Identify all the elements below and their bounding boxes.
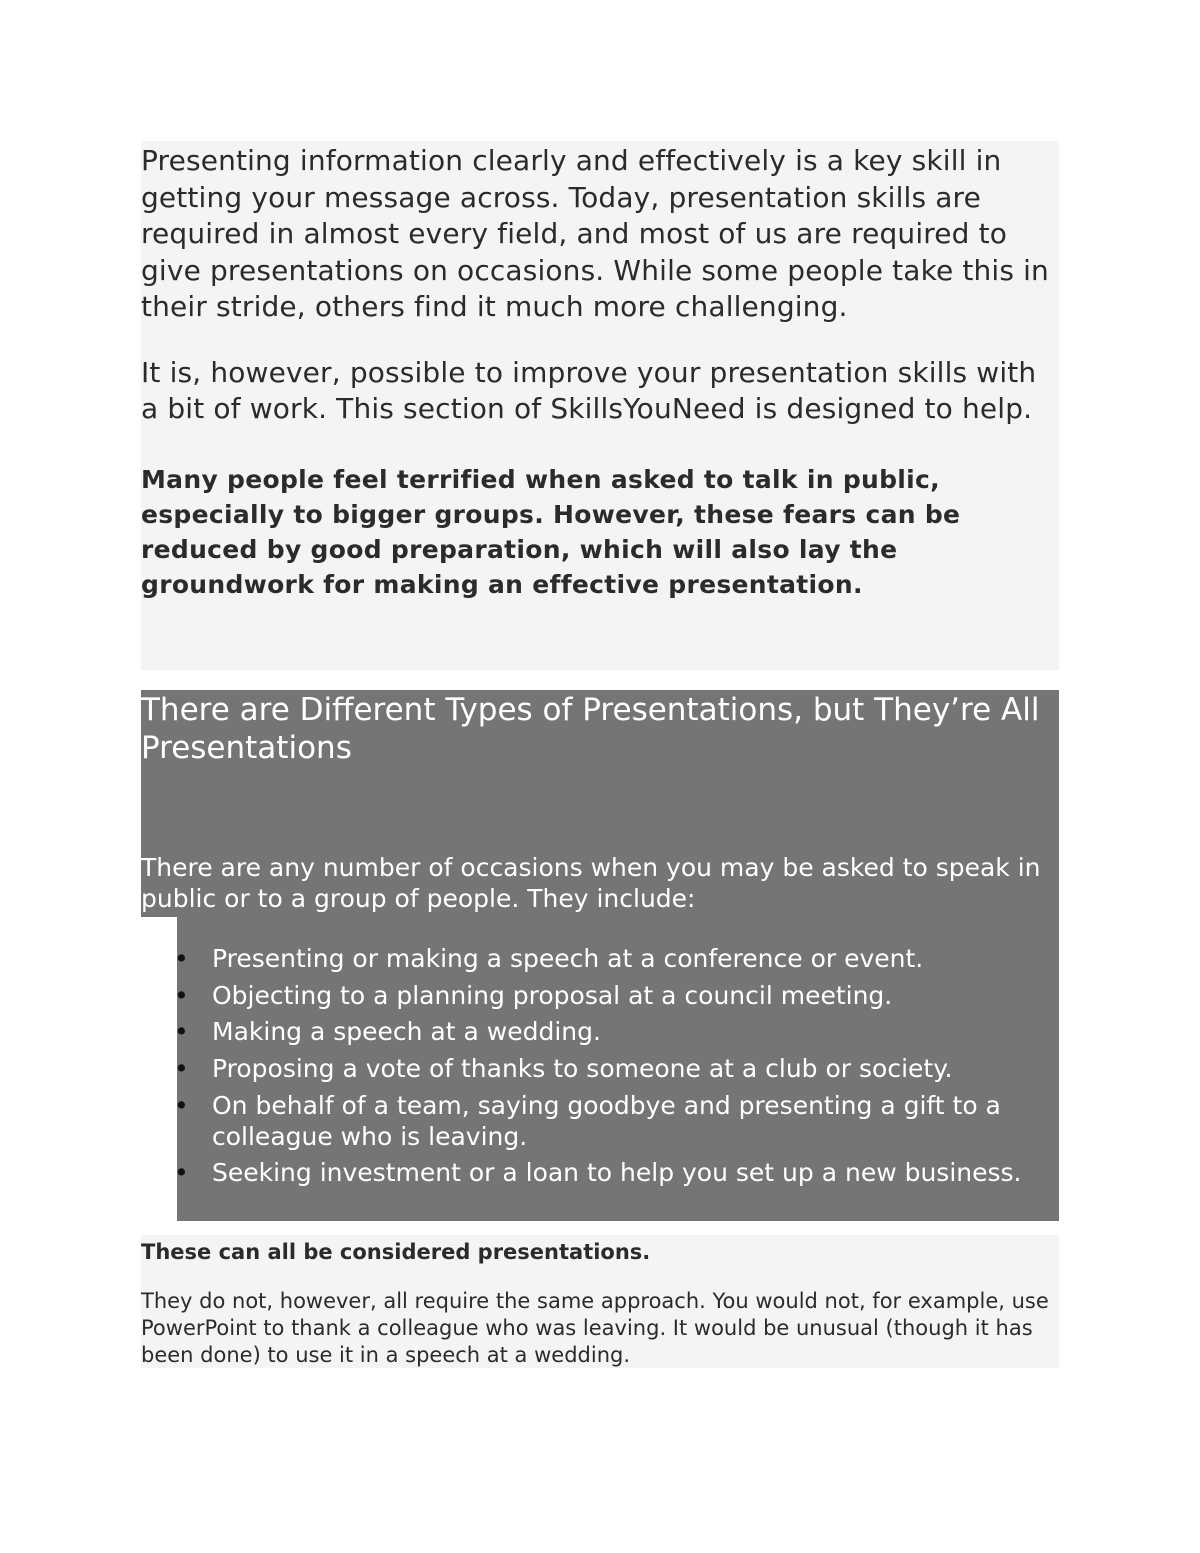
bullet-icon: • — [174, 1158, 189, 1188]
list-item — [174, 943, 1059, 974]
intro-paragraph-bold: Many people feel terrified when asked to talk in public, especially to bigger groups. However, these fears can be reduced by good preparation, which will also lay the groundwork for making an effective presentation. — [141, 464, 961, 600]
intro-paragraph-2: It is, however, possible to improve your presentation skills with a bit of work. This section of SkillsYouNeed is designed to help. — [141, 355, 1037, 425]
closing-section — [141, 1235, 1059, 1368]
presentation-types-list — [174, 917, 1059, 1188]
list-item — [174, 1053, 1059, 1084]
list-item — [174, 1016, 1059, 1047]
list-item-text: Objecting to a planning proposal at a council meeting. — [212, 980, 893, 1010]
bullet-icon: • — [174, 944, 189, 973]
types-list-section — [174, 917, 1059, 1221]
list-item-text: Presenting or making a speech at a conference or event. — [212, 944, 924, 973]
intro-section — [141, 141, 1059, 670]
intro-paragraph-1: Presenting information clearly and effectively is a key skill in getting your message across. Today, presentation skills are required in almost every field, and most of us are required to give presentations on occasions. While some people take this in their stride, others find it much more challenging. — [141, 144, 1049, 323]
closing-paragraph: They do not, however, all require the same approach. You would not, for example, use PowerPoint to thank a colleague who was leaving. It would be unusual (though it has been done) to use it in a speech at a wedding. — [141, 1289, 1049, 1367]
bullet-icon: • — [174, 980, 189, 1010]
bullet-icon: • — [174, 1054, 189, 1084]
bullet-icon: • — [174, 1017, 189, 1047]
list-item-text: On behalf of a team, saying goodbye and presenting a gift to a colleague who is leaving. — [212, 1090, 1001, 1151]
types-heading: There are Different Types of Presentations, but They’re All Presentations — [141, 692, 1040, 766]
closing-bold-text: These can all be considered presentations. — [141, 1240, 651, 1264]
list-item-text: Proposing a vote of thanks to someone at a club or society. — [212, 1054, 953, 1084]
list-item-text: Making a speech at a wedding. — [212, 1017, 601, 1047]
list-item — [174, 980, 1059, 1011]
bullet-icon: • — [174, 1090, 189, 1120]
list-item — [174, 1090, 1059, 1152]
types-intro: There are any number of occasions when you may be asked to speak in public or to a group of people. They include: — [141, 853, 1041, 913]
types-section — [141, 690, 1059, 917]
list-item-text: Seeking investment or a loan to help you set up a new business. — [212, 1158, 1022, 1188]
list-item — [174, 1157, 1059, 1188]
